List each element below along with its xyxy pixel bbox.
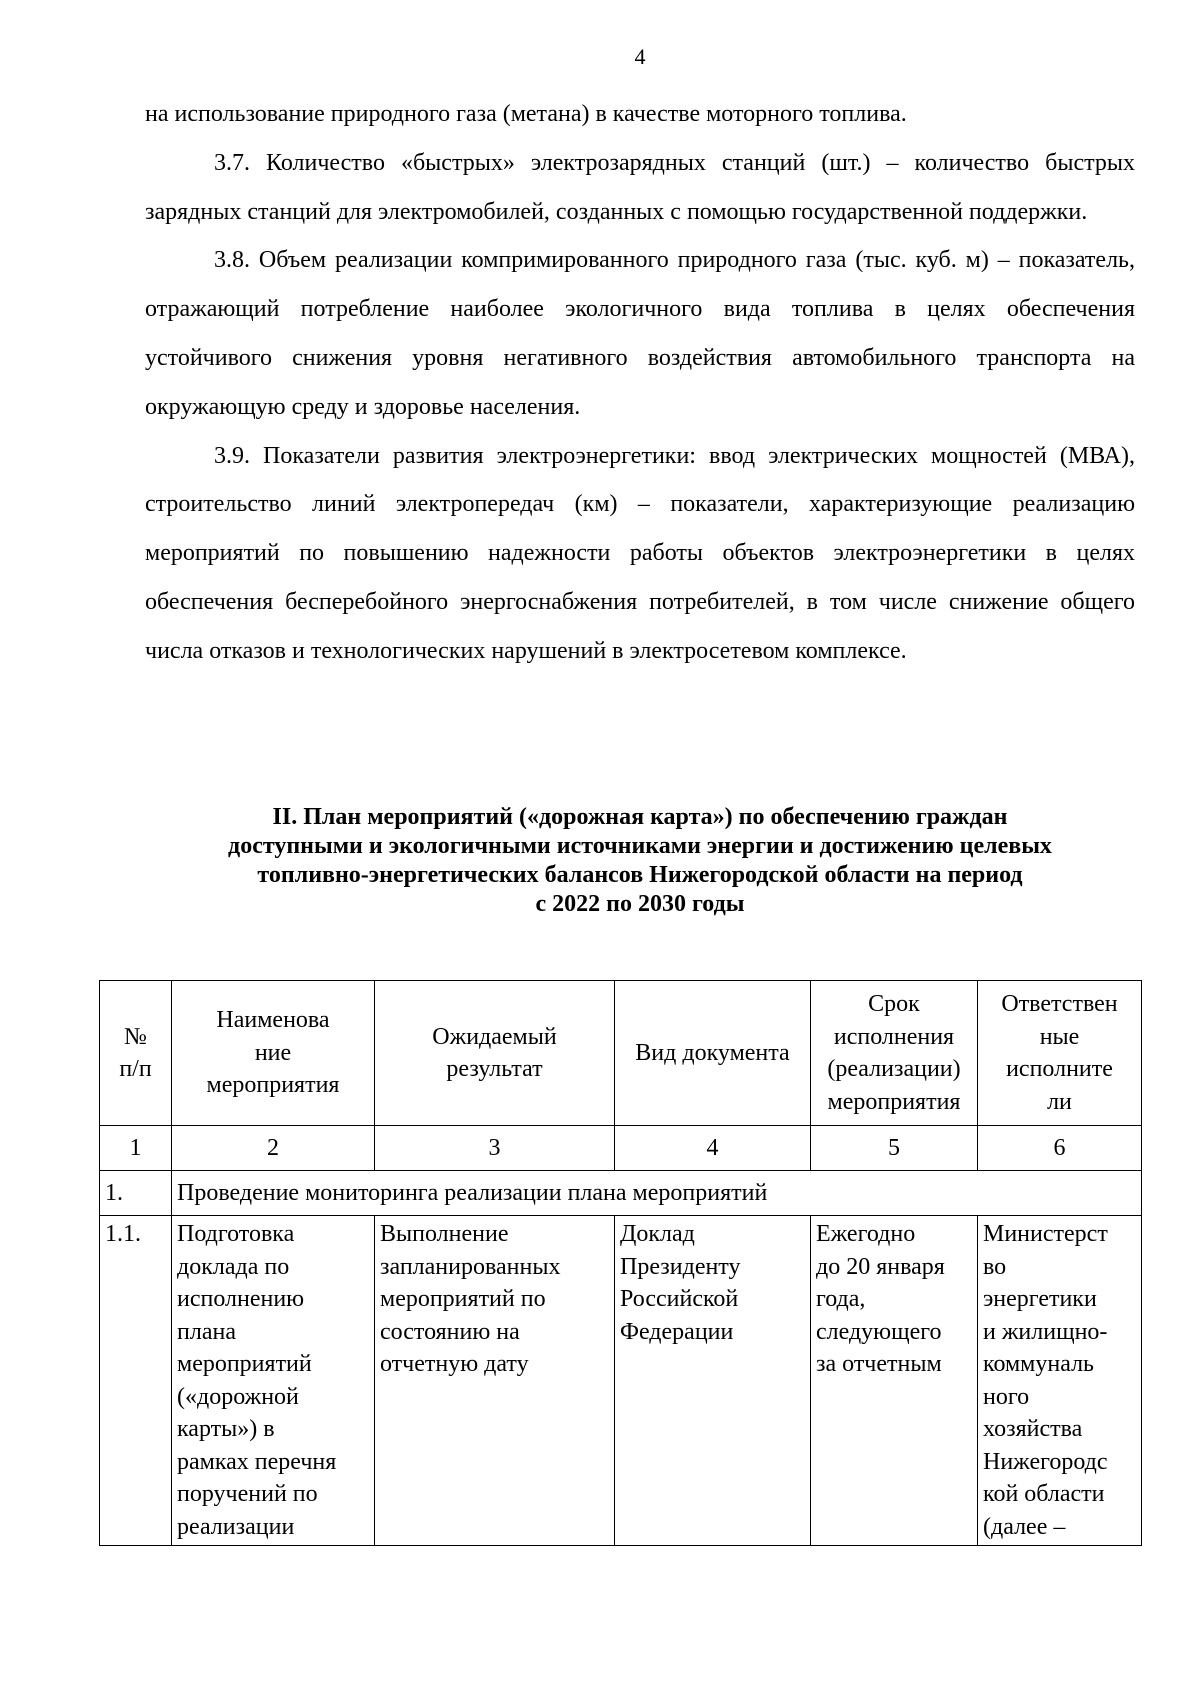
column-number: 2 [172,1126,375,1171]
cell-line: Вид документа [635,1039,790,1066]
cell-line: и жилищно- [983,1318,1108,1345]
section-row-title: Проведение мониторинга реализации плана мероприятий [172,1171,1142,1216]
column-header [172,981,375,1126]
cell-line: 1.1. [105,1221,141,1247]
plan-table-body [100,981,1142,1546]
section-title-line: доступными и экологичными источниками энергии и достижению целевых [228,833,1052,859]
table-cell [172,1216,375,1546]
paragraph-3-8: 3.8. Объем реализации компримированного природного газа (тыс. куб. м) – показатель, отражающий потребление наиболее экологичного вида топлива в целях обеспечения устойчивого снижения уровня негативного воздействия автомобильного транспорта на окружающую среду и здоровье населения. [145,247,1135,420]
cell-line: отчетную дату [380,1351,529,1377]
table-row [100,1216,1142,1546]
cell-line: карты») в [177,1416,275,1442]
cell-line: Ежегодно [816,1221,916,1247]
cell-line: реализации [177,1513,295,1540]
cell-line: мероприятия [827,1088,961,1115]
section-number: 1. [100,1171,172,1216]
column-number: 5 [811,1126,978,1171]
cell-line: Подготовка [177,1221,295,1247]
cell-line: результат [446,1056,543,1082]
body-text [145,90,1135,676]
cell-line: энергетики [983,1286,1097,1312]
cell-line: исполните [1006,1056,1113,1082]
plan-table [99,980,1142,1546]
table-cell [978,1216,1142,1546]
cell-line: кой области [983,1481,1105,1507]
paragraph-3-9: 3.9. Показатели развития электроэнергетики: ввод электрических мощностей (МВА), строительство линий электропередач (км) – показатели, характеризующие реализацию мероприятий по повышению надежности работы объектов электроэнергетики в целях обеспечения бесперебойного энергоснабжения потребителей, в том числе снижение общего числа отказов и технологических нарушений в электросетевом комплексе. [145,442,1135,664]
section-title-line: с 2022 по 2030 годы [535,891,745,917]
page-number: 4 [634,44,646,69]
column-number: 6 [978,1126,1142,1171]
cell-line: мероприятия [206,1072,340,1099]
cell-line: во [983,1253,1007,1280]
column-number: 1 [100,1126,172,1171]
cell-line: Министерст [983,1221,1108,1247]
table-cell [100,1216,172,1546]
cell-line: запланированных [380,1253,561,1280]
cell-line: п/п [119,1056,152,1082]
column-header [100,981,172,1126]
cell-line: года, [816,1286,866,1312]
table-header-row [100,981,1142,1126]
cell-line: рамках перечня [177,1448,337,1475]
cell-line: хозяйства [983,1416,1083,1442]
column-number: 3 [375,1126,615,1171]
column-number: 4 [615,1126,811,1171]
column-header [615,981,811,1126]
section-title [145,803,1135,919]
cell-line: до 20 января [816,1253,945,1280]
cell-line: Срок [868,991,920,1017]
paragraph-3-7: 3.7. Количество «быстрых» электрозарядных станций (шт.) – количество быстрых зарядных станций для электромобилей, созданных с помощью государственной поддержки. [145,149,1135,225]
cell-line: Президенту [620,1253,741,1280]
table-cell [615,1216,811,1546]
cell-line: поручений по [177,1481,318,1507]
table-cell [811,1216,978,1546]
cell-line: за отчетным [816,1351,942,1377]
cell-line: плана [177,1318,236,1345]
cell-line: (далее – [983,1513,1066,1540]
column-header [375,981,615,1126]
cell-line: ние [254,1039,292,1066]
column-header [978,981,1142,1126]
section-row [100,1171,1142,1216]
cell-line: коммуналь [983,1351,1094,1377]
cell-line: ного [983,1383,1030,1410]
cell-line: доклада по [177,1253,290,1280]
section-title-line: II. План мероприятий («дорожная карта») по обеспечению граждан [272,804,1008,830]
cell-line: Ответствен [1001,991,1118,1017]
cell-line: ные [1039,1023,1080,1050]
cell-line: (реализации) [827,1056,961,1082]
table-cell [375,1216,615,1546]
cell-line: исполнения [833,1023,955,1050]
cell-line: Доклад [620,1221,695,1247]
cell-line: Ожидаемый [432,1023,557,1050]
cell-line: мероприятий по [380,1286,546,1312]
cell-line: Российской [620,1286,739,1312]
cell-line: № [124,1023,147,1050]
cell-line: («дорожной [177,1383,299,1410]
cell-line: Федерации [620,1318,734,1345]
cell-line: Наименова [216,1007,330,1034]
cell-line: исполнению [177,1286,305,1312]
section-title-line: топливно-энергетических балансов Нижегородской области на период [257,862,1023,888]
cell-line: Выполнение [380,1221,509,1247]
paragraph-continuation: на использование природного газа (метана) в качестве моторного топлива. [145,101,907,127]
column-header [811,981,978,1126]
cell-line: мероприятий [177,1351,312,1377]
cell-line: ли [1047,1088,1072,1115]
cell-line: состоянию на [380,1318,520,1345]
cell-line: Нижегородс [983,1448,1108,1475]
column-numbers-row [100,1126,1142,1171]
cell-line: следующего [816,1318,942,1345]
